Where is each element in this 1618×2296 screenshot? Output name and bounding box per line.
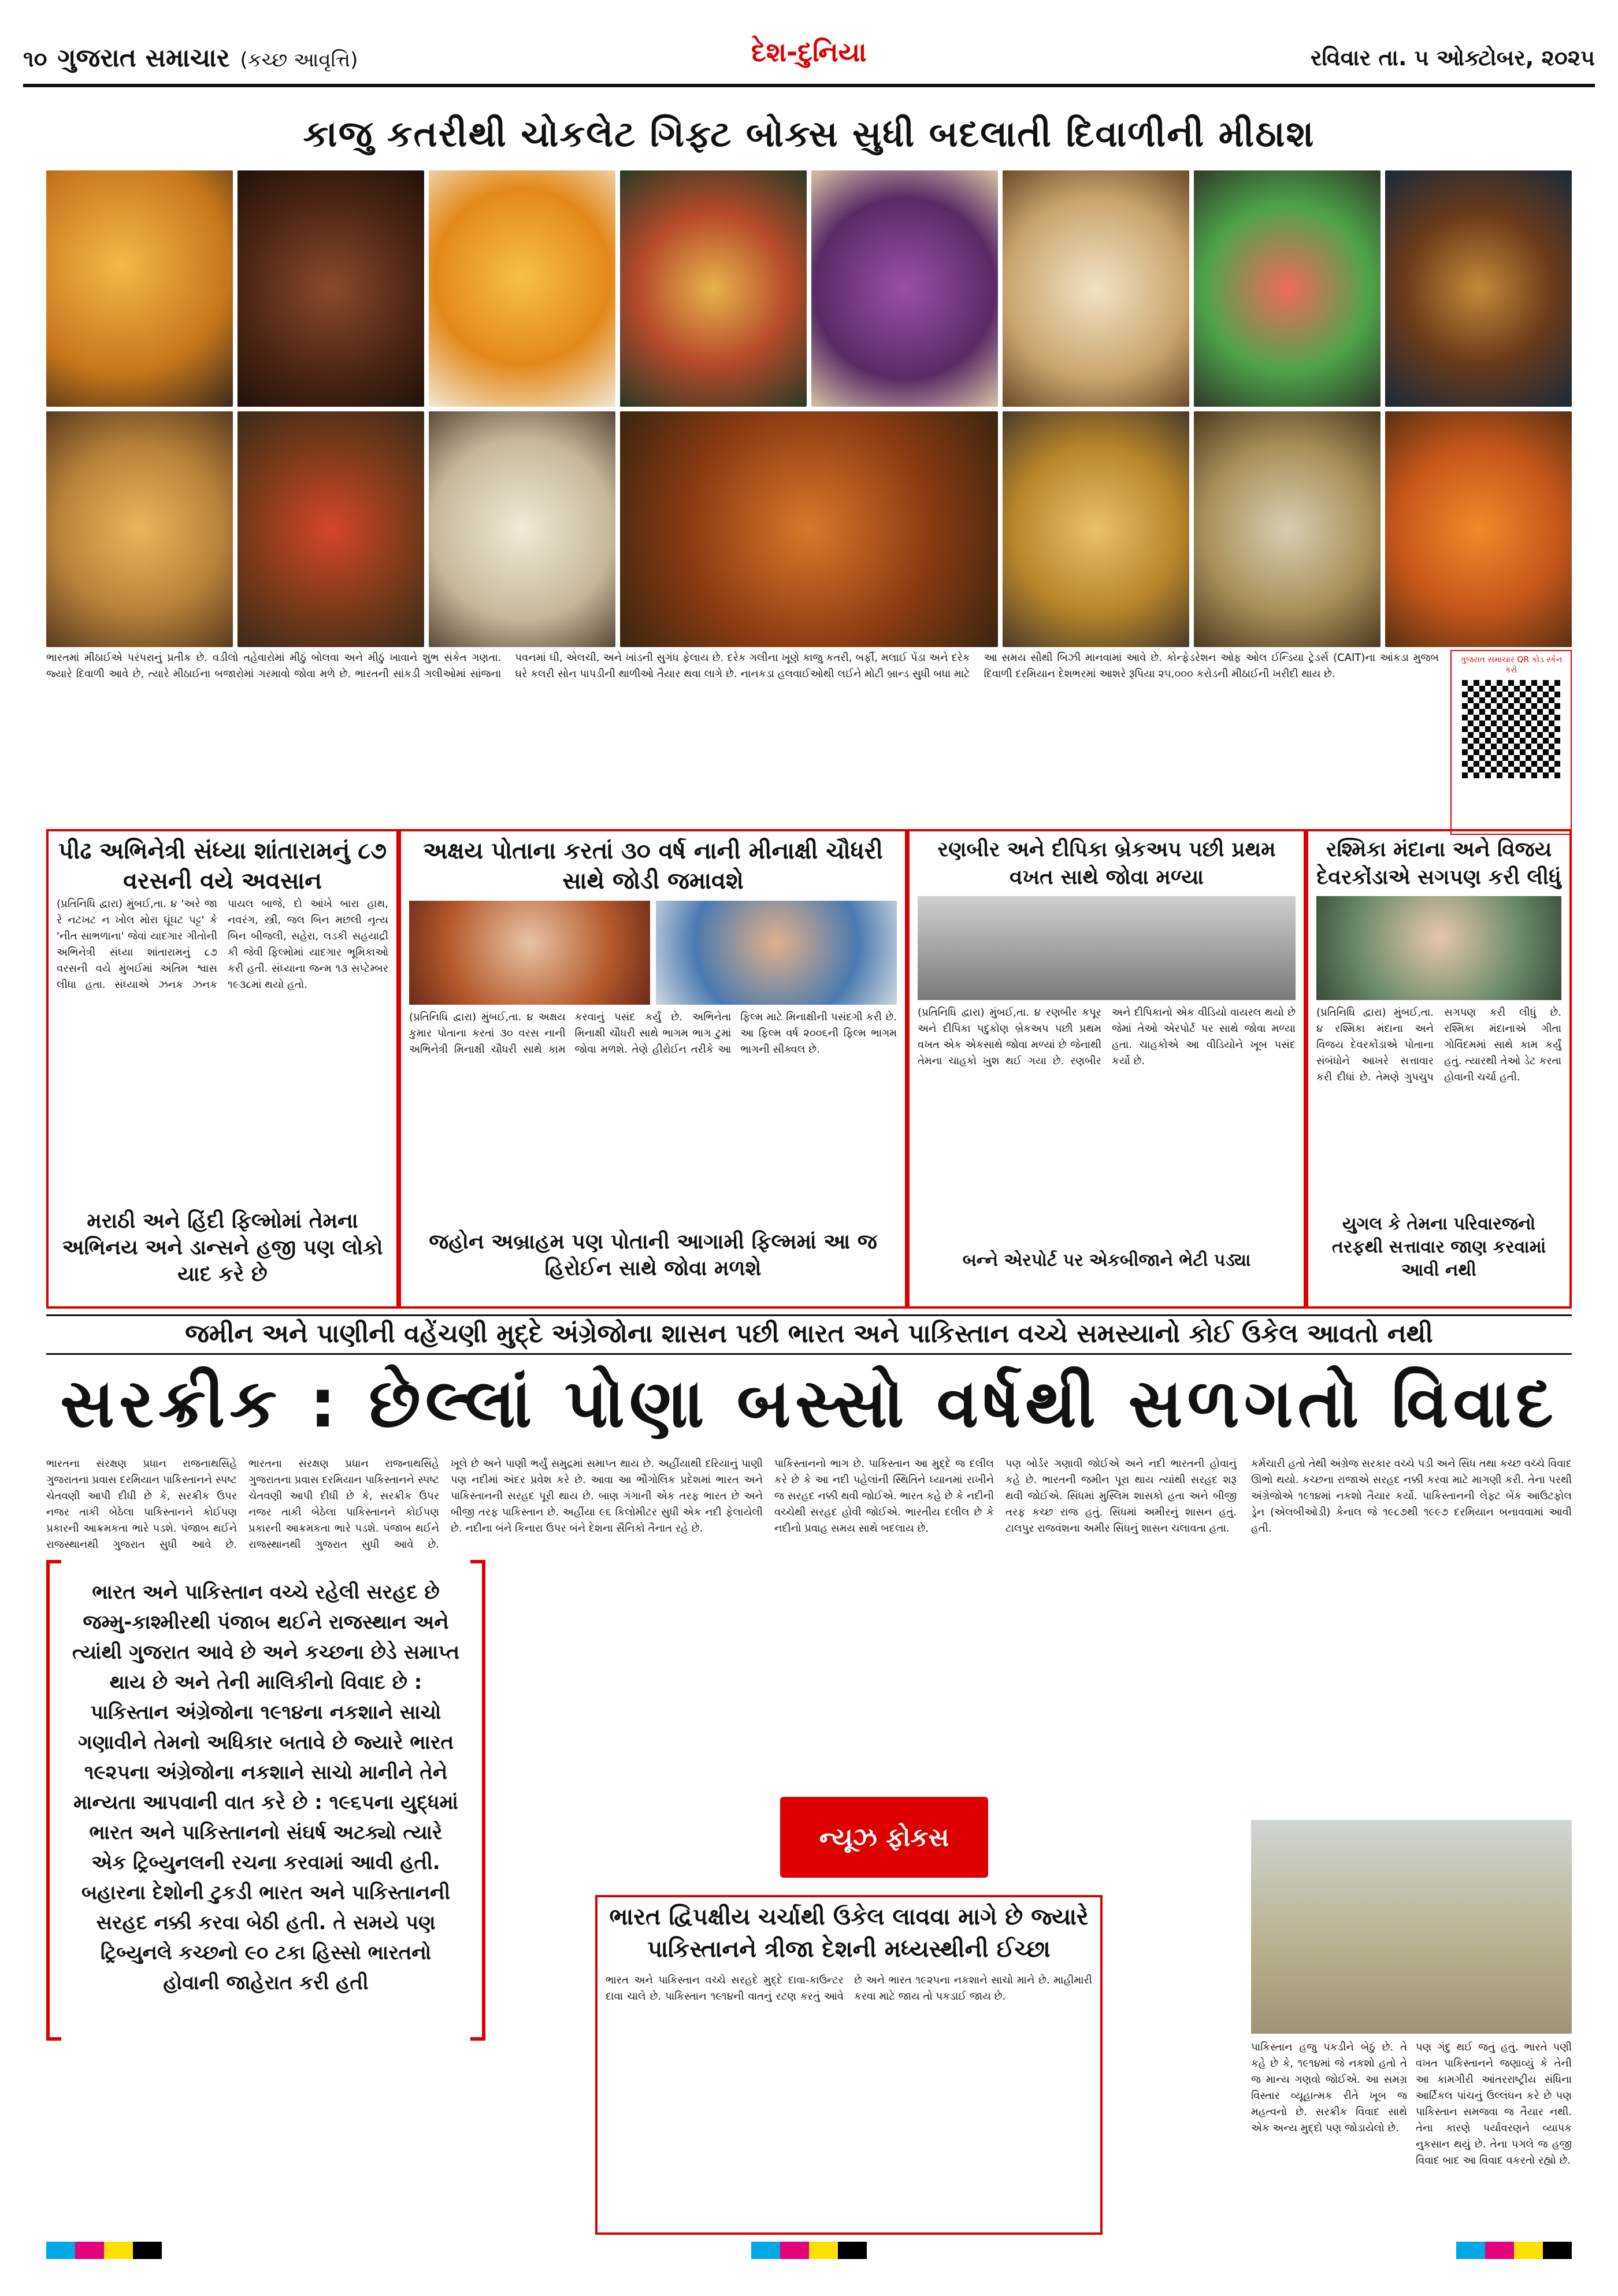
story-footer: જહોન અબ્રાહમ પણ પોતાની આગામી ફિલ્મમાં આ જ હિરોઈન સાથે જોવા મળશે (429, 1230, 877, 1280)
sweets-photo (46, 170, 233, 407)
feature-intro: ભારતમાં મીઠાઈએ પરંપરાનું પ્રતીક છે. વડીલો તહેવારોમાં મીઠું બોલવા અને મીઠું ખાવાને શુભ સંકેત ગણતા. જ્યારે દિવાળી આવે છે, ત્યારે મીઠાઈના બજારોમાં ગરમાવો જોવા મળે છે. ભારતની સાંકડી ગલીઓમાં સાંજના પવનમાં ઘી, એલચી, અને ખાંડની સુગંધ ફેલાય છે. દરેક ગલીના ખૂણે કાજુ કતરી, બર્ફી, મલાઈ પેંડા અને દરેક ઘરે કલરી સોન પાપડીની થાળીઓ તૈયાર થવા લાગે છે. નાનકડા હલવાઈઓથી લઈને મોટી બ્રાન્ડ સુધી બધા માટે આ સમય સૌથી બિઝી માનવામાં આવે છે. કોન્ફેડરેશન ઓફ ઓલ ઈન્ડિયા ટ્રેડર્સ (CAIT)ના આંકડા મુજબ દિવાળી દરમિયાન દેશભરમાં આશરે રૂપિયા ૨૫,૦૦૦ કરોડની મીઠાઈની ખરીદી થાય છે. (46, 652, 1439, 680)
actor-photo (656, 901, 897, 1005)
sweets-photo (620, 170, 807, 407)
article-column: ભારતના સંરક્ષણ પ્રધાન રાજનાથસિંહે ગુજરાતના પ્રવાસ દરમિયાન પાકિસ્તાનને સ્પષ્ટ ચેતવણી આપી દીધી છે કે, સરક્રીક ઉપર નજર તાકી બેઠેલા પાકિસ્તાનને કોઈપણ પ્રકારની આક્રમકતા ભારે પડશે. પંજાબ થઈને રાજસ્થાનથી ગુજરાત સુધી આવે છે. (248, 1458, 439, 1551)
soldiers-photo (1251, 1820, 1572, 2034)
side-story (595, 1895, 1103, 2235)
article-column: પણ બોર્ડર ગણાવી જોઈએ અને નદી ભારતની હોવાનું કહે છે. ભારતની જમીન પૂરા થાય ત્યાંથી સરહદ શરૂ થવી જોઈએ. સિંધમાં મુસ્લિમ શાસકો હતા અને બીજી તરફ કચ્છ રાજ હતું. સિંધમાં અમીરનું શાસન હતું. ટાલપુર રાજવંશના અમીર સિંધનું શાસન ચલાવતા હતા. (1005, 1458, 1237, 1535)
story-body: (પ્રતિનિધિ દ્વારા) મુંબઈ,તા. ૪ રશ્મિકા મંદાના અને વિજય દેવરકોંડાએ પોતાના સંબંધોને આખરે સત્તાવાર કરી દીધાં છે. તેમણે ગુપચુપ સગપણ કરી લીધું છે. રશ્મિકા મંદાનાએ ગીતા ગોવિંદમમાં સાથે કામ કર્યું હતું. ત્યારથી તેઓ ડેટ કરતા હોવાની ચર્ચા હતી. (1316, 1006, 1561, 1083)
sweets-photo (1385, 411, 1572, 648)
edition: (કચ્છ આવૃત્તિ) (240, 48, 358, 72)
paper-name: ગુજરાત સમાચાર (57, 43, 230, 73)
sweets-photo (237, 411, 424, 648)
side-headline: ભારત દ્વિપક્ષીય ચર્ચાથી ઉકેલ લાવવા માગે છે જ્યારે પાકિસ્તાનને ત્રીજા દેશની મધ્યસ્થીની ઈચ્છા (609, 1904, 1089, 1963)
airport-photo (918, 896, 1296, 1000)
story-headline: રશ્મિકા મંદાના અને વિજય દેવરકોંડાએ સગપણ કરી લીધું (1316, 838, 1561, 889)
story-rashmika (1306, 829, 1572, 1309)
story-footer: મરાઠી અને હિંદી ફિલ્મોમાં તેમના અભિનય અને ડાન્સને હજી પણ લોકો યાદ કરે છે (62, 1209, 383, 1286)
story-headline: રણબીર અને દીપિકા બ્રેકઅપ પછી પ્રથમ વખત સાથે જોવા મળ્યા (937, 838, 1276, 889)
registration-marks (751, 2242, 867, 2259)
qr-code-icon[interactable] (1462, 680, 1560, 778)
article-column: કર્મચારી હતો તેથી અંગ્રેજ સરકાર વચ્ચે પડી અને સિંધ તથા કચ્છ વચ્ચે વિવાદ ઊભો થયો. કચ્છના રાજાએ સરહદ નક્કી કરવા માટે માગણી કરી. તેના પરથી અંગ્રેજોએ ૧૯૧૪માં નકશો તૈયાર કર્યો. પાકિસ્તાનની લેફ્ટ બેંક આઉટફોલ ડ્રેન (એલબીઓડી) કેનાલ જે ૧૯૮૭થી ૧૯૯૭ દરમિયાન બનાવવામાં આવી હતી. (1251, 1458, 1572, 1535)
story-headline: પીઢ અભિનેત્રી સંધ્યા શાંતારામનું ૮૭ વરસની વયે અવસાન (58, 838, 387, 894)
story-headline: અક્ષય પોતાના કરતાં ૩૦ વર્ષ નાની મીનાક્ષી ચૌધરી સાથે જોડી જમાવશે (423, 838, 883, 894)
qr-caption: ગુજરાત સમાચાર QR કોડ સ્કેન કરો (1460, 655, 1563, 675)
couple-photo (1316, 896, 1561, 1000)
sweets-photo (1385, 170, 1572, 407)
story-footer: બન્ને એરપોર્ટ પર એકબીજાને ભેટી પડ્યા (962, 1250, 1251, 1270)
story-body: (પ્રતિનિધિ દ્વારા) મુંબઈ,તા. ૪ 'અરે જા રે નટખટ ન ખોલ મોરા ઘૂંઘટ પટ્ટ' કે 'નીત સાભળાના' જેવાં યાદગાર ગીતોની અભિનેત્રી સંધ્યા શાંતારામનું ૮૭ વરસની વયે મુંબઈમાં અંતિમ શ્વાસ લીધા હતા. સંધ્યાએ ઝનક ઝનક પાયલ બાજે, દો આંખે બારા હાથ, નવરંગ, સ્ત્રી, જલ બિન મછલી નૃત્ય બિન બીજલી, સહેરા, લડકી સહયાદ્રી કી જેવી ફિલ્મોમાં યાદગાર ભૂમિકાઓ કરી હતી. સંધ્યાના જન્મ ૧૩ સપ્ટેમ્બર ૧૯૩૮માં થયો હતો. (57, 898, 388, 991)
article-column: ખૂલે છે અને પાણી ભર્યું સમુદ્રમાં સમાપ્ત થાય છે. અહીંયાથી દરિયાનું પાણી પણ નદીમાં અંદર પ્રવેશ કરે છે. આવા આ ભૌગોલિક પ્રદેશમાં ભારત અને પાકિસ્તાનની સરહદ પૂરી થાય છે. બાણ ગંગાની એક તરફ ભારત છે અને બીજી તરફ પાકિસ્તાન છે. અહીંયા ૯૬ કિલોમીટર સુધી એક નદી ફેલાયેલી છે. નદીના બંને કિનારા ઉપર બંને દેશના સૈનિકો તૈનાત રહે છે. (451, 1458, 763, 1535)
main-headline: સરક્રીક : છેલ્લાં પોણા બસ્સો વર્ષથી સળગતો વિવાદ (60, 1365, 1558, 1443)
qr-box[interactable] (1450, 650, 1572, 835)
sweets-photo (1003, 170, 1189, 407)
pull-quote: ભારત અને પાકિસ્તાન વચ્ચે રહેલી સરહદ છે જમ્મુ-કાશ્મીરથી પંજાબ થઈને રાજસ્થાન અને ત્યાંથી ગુજરાત આવે છે અને કચ્છના છેડે સમાપ્ત થાય છે અને તેની માલિકીનો વિવાદ છે : પાકિસ્તાન અંગ્રેજોના ૧૯૧૪ના નકશાને સાચો ગણાવીને તેમનો અધિકાર બતાવે છે જ્યારે ભારત ૧૯૨૫ના અંગ્રેજોના નકશાને સાચો માનીને તેને માન્યતા આપવાની વાત કરે છે : ૧૯૬૫ના યુદ્ધમાં ભારત અને પાકિસ્તાનનો સંઘર્ષ અટક્યો ત્યારે એક ટ્રિબ્યુનલની રચના કરવામાં આવી હતી. બહારના દેશોની ટુકડી ભારત અને પાકિસ્તાનની સરહદ નક્કી કરવા બેઠી હતી. તે સમયે પણ ટ્રિબ્યુનલે કચ્છનો ૯૦ ટકા હિસ્સો ભારતનો હોવાની જાહેરાત કરી હતી (46, 1560, 485, 2034)
sweets-photo (237, 170, 424, 407)
main-subhead: જમીન અને પાણીની વહેંચણી મુદ્દે અંગ્રેજોના શાસન પછી ભારત અને પાકિસ્તાન વચ્ચે સમસ્યાનો કોઈ ઉકેલ આવતો નથી (46, 1314, 1572, 1355)
sweets-photo (1003, 411, 1189, 648)
feature-headline: કાજુ કતરીથી ચોકલેટ ગિફ્ટ બોક્સ સુધી બદલાતી દિવાળીની મીઠાશ (303, 113, 1315, 155)
article-column: પાકિસ્તાન હજુ પકડીને બેઠું છે. તે કહે છે કે, ૧૯૧૪માં જે નકશો હતો તે જ માન્ય ગણવો જોઈએ. આ સમગ્ર વિસ્તાર વ્યૂહાત્મક રીતે ખૂબ જ મહત્વનો છે. સરક્રીક વિવાદ સાથે એક અન્ય મુદ્દો પણ જોડાયેલો છે. (1251, 2041, 1407, 2134)
story-body: (પ્રતિનિધિ દ્વારા) મુંબઈ,તા. ૪ અક્ષય કુમાર પોતાના કરતાં ૩૦ વરસ નાની અભિનેત્રી મિનાક્ષી ચૌધરી સાથે કામ કરવાનું પસંદ કર્યું છે. અભિનેતા મિનાક્ષી ચૌધરી સાથે ભાગમ ભાગ ટુમાં જોવા મળશે. તેણે હીરોઈન તરીકે આ ફિલ્મ માટે મિનાક્ષીની પસંદગી કરી છે. આ ફિલ્મ વર્ષ ૨૦૦૬ની ફિલ્મ ભાગમ ભાગની સીક્વલ છે. (409, 1011, 897, 1056)
sweets-photo (429, 411, 615, 648)
sweets-photo (620, 411, 998, 648)
sweets-photo (1194, 411, 1381, 648)
sweets-photo (46, 411, 233, 648)
article-column: ભારતના સંરક્ષણ પ્રધાન રાજનાથસિંહે ગુજરાતના પ્રવાસ દરમિયાન પાકિસ્તાનને સ્પષ્ટ ચેતવણી આપી દીધી છે કે, સરક્રીક ઉપર નજર તાકી બેઠેલા પાકિસ્તાનને કોઈપણ પ્રકારની આક્રમકતા ભારે પડશે. પંજાબ થઈને રાજસ્થાનથી ગુજરાત સુધી આવે છે. (46, 1458, 237, 1551)
news-focus-logo: ન્યૂઝ ફોકસ (780, 1797, 988, 1878)
sweets-photo (811, 170, 998, 407)
actress-photo (409, 901, 650, 1005)
main-article (46, 1456, 1572, 2230)
top-rule (23, 84, 1595, 87)
story-body: (પ્રતિનિધિ દ્વારા) મુંબઈ,તા. ૪ રણબીર કપૂર અને દીપિકા પદુકોણ બ્રેકઅપ પછી પ્રથમ વખત એક એકસાથે જોવા મળ્યાં છે જેનાથી તેમના ચાહકો ખુશ થઈ ગયા છે. રણબીર અને દીપિકાનો એક વીડિયો વાયરલ થયો છે જેમાં તેઓ એરપોર્ટ પર સાથે જોવા મળ્યા હતા. ચાહકોએ આ વીડિયોને ખૂબ પસંદ કર્યો છે. (918, 1006, 1296, 1067)
story-ranbir (907, 829, 1306, 1309)
date-line: રવિવાર તા. ૫ ઓક્ટોબર, ૨૦૨૫ (1310, 44, 1595, 70)
page-number: ૧૦ (23, 46, 47, 72)
story-akshay (399, 829, 907, 1309)
article-column: પણ ગંદુ થઈ જતું હતું. ભારતે પણી વખત પાકિસ્તાનને જણાવ્યું કે તેની આ કામગીરી આંતરરાષ્ટ્રીય સંધિના આર્ટિકલ પાંચનું ઉલ્લંઘન કરે છે પણ પાકિસ્તાન સમજવા જ તૈયાર નથી. તેના કારણે પર્યાવરણને વ્યાપક નુકસાન થયું છે. તેના પગલે જ હજી વિવાદ બાદ આ વિવાદ વકરતો રહ્યો છે. (1416, 2041, 1572, 2167)
masthead (23, 32, 1595, 84)
sweets-photo-grid (46, 170, 1572, 647)
article-column: પાકિસ્તાનનો ભાગ છે. પાકિસ્તાન આ મુદ્દે જ દલીલ કરે છે કે આ નદી પહેલાંની સ્થિતિને ધ્યાનમાં રાખીને જ સરહદ નક્કી થવી જોઈએ. ભારત કહે છે કે નદીની વચ્ચેથી સરહદ હોવી જોઈએ. ભારતીય દલીલ છે કે નદીનો પ્રવાહ સમય સાથે બદલાય છે. (774, 1458, 994, 1535)
sweets-photo (429, 170, 615, 407)
section-label: દેશ-દુનિયા (751, 36, 867, 68)
story-sandhya (46, 829, 399, 1309)
side-body: ભારત અને પાકિસ્તાન વચ્ચે સરહદે મુદ્દે દાવા-કાઉન્ટર દાવા ચાલે છે. પાકિસ્તાન ૧૯૧૪ની વાતનું રટણ કરતું આવે છે અને ભારત ૧૯૨૫ના નકશાને સાચો માને છે. માહીમારી કરવા માટે જાય તો પકડાઈ જાય છે. (606, 1974, 1092, 2003)
sweets-photo (1194, 170, 1381, 407)
registration-marks (46, 2242, 162, 2259)
registration-marks (1456, 2242, 1572, 2259)
story-footer: યુગલ કે તેમના પરિવારજનો તરફથી સત્તાવાર જાણ કરવામાં આવી નથી (1331, 1214, 1546, 1280)
